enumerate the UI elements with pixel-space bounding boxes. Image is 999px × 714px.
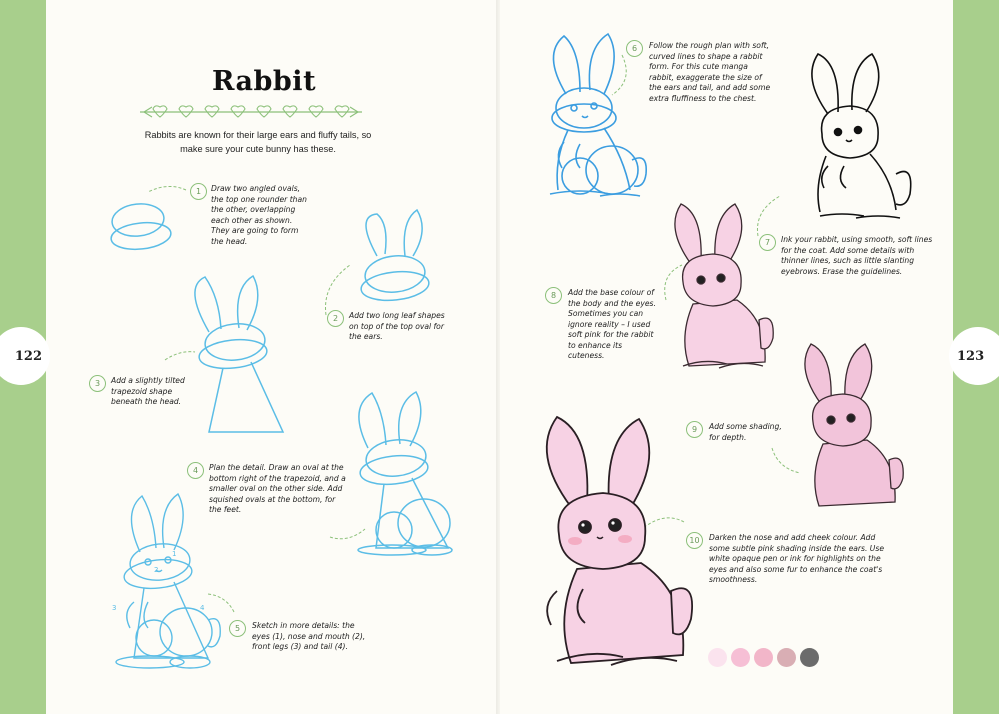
step-3-text: Add a slightly tilted trapezoid shape beneath the head.: [111, 376, 185, 406]
sketch-label-4: 4: [200, 604, 205, 612]
step-2-sketch: [355, 208, 445, 308]
step-6-sketch: [540, 30, 660, 205]
palette-swatch-5: [800, 648, 819, 667]
step-7-ink-rabbit: [800, 50, 915, 225]
page-number-right: 123: [949, 327, 999, 385]
sketch-label-2: 2: [154, 566, 159, 574]
step-7-text: Ink your rabbit, using smooth, soft lines for the coat. Add some details with thinner lines, such as little slanting eyebrows. Erase the guidelines.: [781, 235, 933, 276]
step-9-badge: 9: [686, 421, 703, 438]
palette-swatch-1: [708, 648, 727, 667]
step-5-badge: 5: [229, 620, 246, 637]
step-6-text: Follow the rough plan with soft, curved lines to shape a rabbit form. For this cute manga rabbit, exaggerate the size of the ears and tail, and add some extra fluffiness to the chest.: [649, 41, 771, 103]
step-6-badge: 6: [626, 40, 643, 57]
step-4-text: Plan the detail. Draw an oval at the bottom right of the trapezoid, and a smaller oval on the other side. Add squished ovals at the bottom, for the feet.: [209, 463, 346, 514]
step-4-sketch: [352, 388, 462, 558]
page-title: Rabbit: [212, 66, 317, 97]
step-1-text: Draw two angled ovals, the top one rounder than the other, overlapping each other as shown. They are going to form the head.: [211, 184, 307, 246]
step-1-sketch: [105, 198, 185, 256]
intro-text: Rabbits are known for their large ears and fluffy tails, so make sure your cute bunny has these.: [144, 130, 372, 154]
step-10-text: Darken the nose and add cheek colour. Add some subtle pink shading inside the ears. Use white opaque pen or ink for highlights on the eyes and also some fur to enhance the coat's smoothness.: [709, 533, 884, 584]
page-number-left: 122: [0, 327, 50, 385]
palette-swatch-2: [731, 648, 750, 667]
step-2-badge: 2: [327, 310, 344, 327]
step-10-badge: 10: [686, 532, 703, 549]
step-9-shaded-rabbit: [795, 340, 907, 515]
palette-swatch-4: [777, 648, 796, 667]
step-4-badge: 4: [187, 462, 204, 479]
step-3-badge: 3: [89, 375, 106, 392]
step-10-final-rabbit: [533, 415, 703, 673]
step-8-badge: 8: [545, 287, 562, 304]
step-5-text: Sketch in more details: the eyes (1), nose and mouth (2), front legs (3) and tail (4).: [252, 621, 366, 651]
palette-swatch-3: [754, 648, 773, 667]
step-7-badge: 7: [759, 234, 776, 251]
step-1-badge: 1: [190, 183, 207, 200]
step-8-pink-rabbit: [665, 200, 777, 375]
step-8-text: Add the base colour of the body and the eyes. Sometimes you can ignore reality – I used soft pink for the rabbit to enhance its cuteness.: [568, 288, 656, 360]
step-9-text: Add some shading, for depth.: [709, 422, 782, 442]
step-5-sketch: [108, 490, 228, 675]
step-2-text: Add two long leaf shapes on top of the top oval for the ears.: [349, 311, 445, 341]
step-3-sketch: [185, 272, 295, 437]
sketch-label-1: 1: [172, 550, 177, 558]
sketch-label-3: 3: [112, 604, 117, 612]
